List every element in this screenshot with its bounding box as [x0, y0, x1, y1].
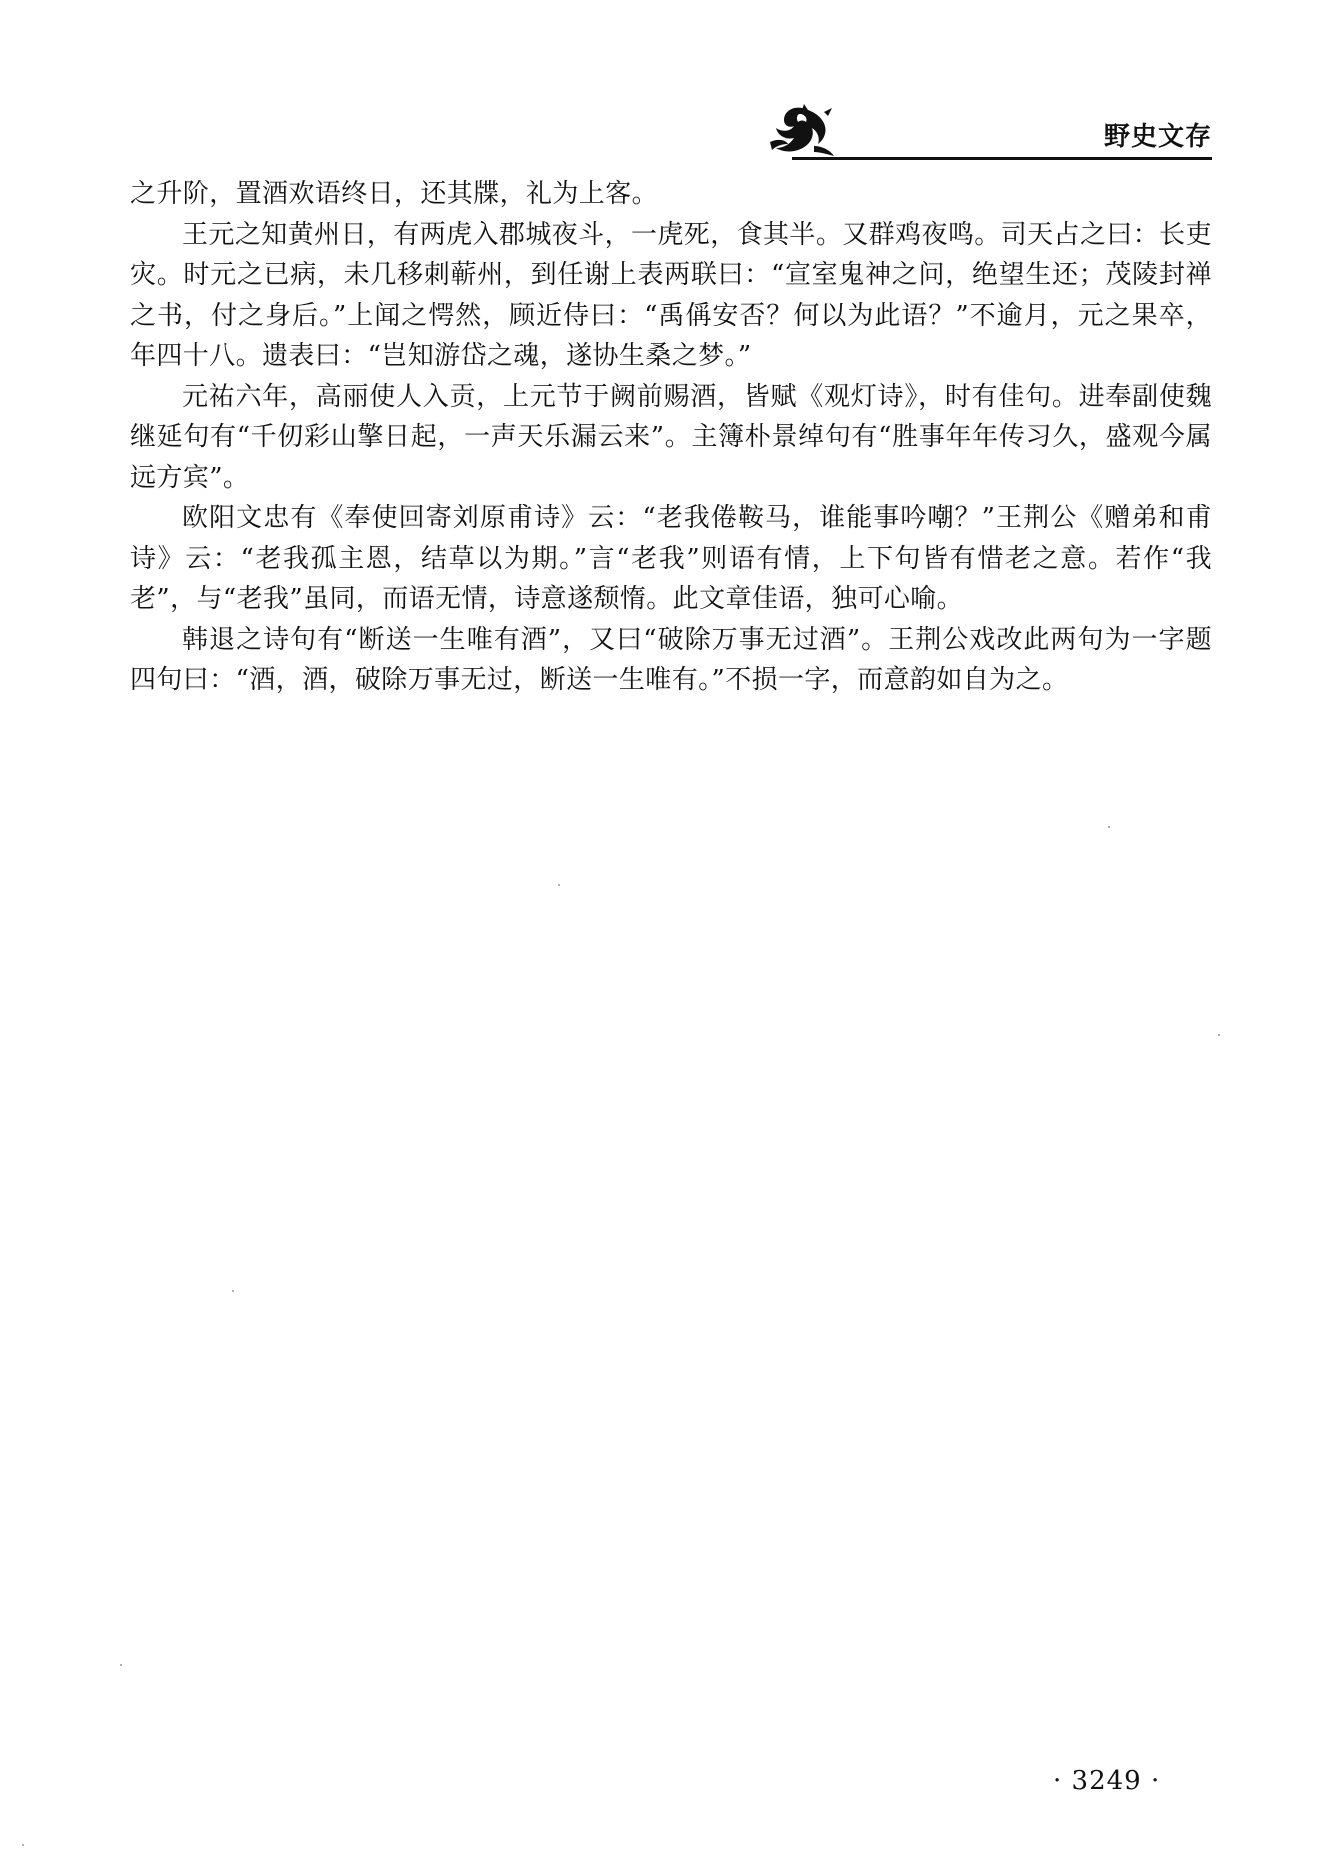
- running-header-title: 野史文存: [1103, 122, 1212, 152]
- scan-speck: [232, 1290, 234, 1292]
- dragon-emblem-icon: [764, 102, 840, 160]
- paragraph-wang-yuanzhi: 王元之知黄州日，有两虎入郡城夜斗，一虎死，食其半。又群鸡夜鸣。司天占之曰：长吏灾。时元之已病，未几移刺蕲州，到任谢上表两联曰：“宣室鬼神之问，绝望生还；茂陵封禅之书，付之身后。”上闻之愕然，顾近侍曰：“禹偁安否？何以为此语？”不逾月，元之果卒，年四十八。遗表曰：“岂知游岱之魂，遂协生桑之梦。”: [130, 219, 1212, 371]
- paragraph-continued: 之升阶，置酒欢语终日，还其牒，礼为上客。: [130, 179, 659, 209]
- body-text: [130, 174, 1212, 701]
- header-rule: [792, 157, 1212, 160]
- scan-speck: [1108, 826, 1110, 828]
- page-number: · 3249 ·: [1053, 1766, 1161, 1796]
- scan-speck: [22, 1844, 24, 1846]
- scan-speck: [1218, 1034, 1220, 1036]
- running-header: [762, 94, 1212, 154]
- scan-speck: [558, 884, 560, 886]
- paragraph-laowo: 欧阳文忠有《奉使回寄刘原甫诗》云：“老我倦鞍马，谁能事吟嘲？”王荆公《赠弟和甫诗》云：“老我孤主恩，结草以为期。”言“老我”则语有情，上下句皆有惜老之意。若作“我老”，与“老我”虽同，而语无情，诗意遂颓惰。此文章佳语，独可心喻。: [130, 503, 1212, 614]
- scan-speck: [120, 1664, 122, 1666]
- paragraph-goryeo-envoy: 元祐六年，高丽使人入贡，上元节于阙前赐酒，皆赋《观灯诗》，时有佳句。进奉副使魏继延句有“千仞彩山擎日起，一声天乐漏云来”。主簿朴景绰句有“胜事年年传习久，盛观今属远方宾”。: [130, 381, 1212, 493]
- paragraph-han-tuizhi: 韩退之诗句有“断送一生唯有酒”，又曰“破除万事无过酒”。王荆公戏改此两句为一字题四句曰：“酒，酒，破除万事无过，断送一生唯有。”不损一字，而意韵如自为之。: [130, 624, 1212, 695]
